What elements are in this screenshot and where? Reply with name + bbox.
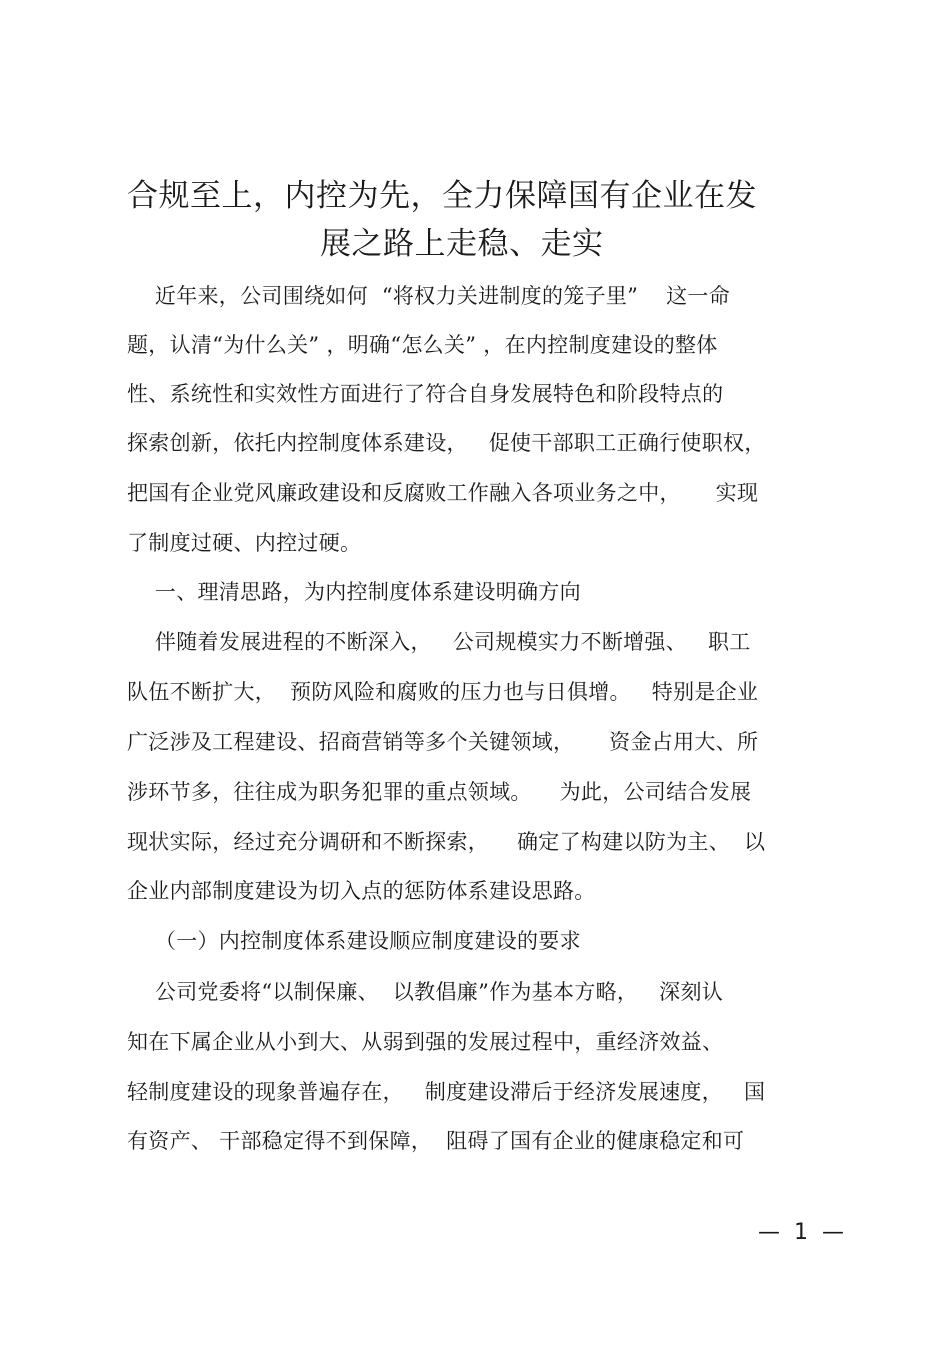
body-line: 轻制度建设的现象普遍存在， 制度建设滞后于经济发展速度， 国 [127, 1080, 766, 1104]
section-heading: 一、理清思路，为内控制度体系建设明确方向 [127, 580, 581, 604]
body-line: 题，认清“为什么关” ，明确“怎么关” ，在内控制度建设的整体 [127, 333, 718, 357]
body-line: 有资产、 干部稳定得不到保障， 阻碍了国有企业的健康稳定和可 [127, 1129, 745, 1153]
document-title [127, 172, 847, 268]
body-line: 队伍不断扩大， 预防风险和腐败的压力也与日俱增。 特别是企业 [127, 680, 759, 704]
body-line: 伴随着发展进程的不断深入， 公司规模实力不断增强、 职工 [127, 630, 751, 654]
body-line: 把国有企业党风廉政建设和反腐败工作融入各项业务之中， 实现 [127, 481, 759, 505]
body-line: 公司党委将“以制保廉、 以教倡廉”作为基本方略， 深刻认 [127, 980, 724, 1004]
body-line: 近年来，公司围绕如何 “将权力关进制度的笼子里” 这一命 [127, 284, 731, 308]
body-line: 探索创新，依托内控制度体系建设， 促使干部职工正确行使职权， [127, 431, 766, 455]
body-line: 企业内部制度建设为切入点的惩防体系建设思路。 [127, 879, 596, 903]
subsection-heading: （一）内控制度体系建设顺应制度建设的要求 [127, 929, 581, 953]
body-line: 现状实际，经过充分调研和不断探索， 确定了构建以防为主、 以 [127, 830, 766, 854]
page-number: — 1 — [758, 1220, 844, 1245]
body-line: 广泛涉及工程建设、招商营销等多个关键领域， 资金占用大、所 [127, 730, 759, 754]
title-line-2: 展之路上走稳、走实 [320, 226, 604, 262]
title-line-1: 合规至上，内控为先，全力保障国有企业在发 [127, 178, 757, 214]
body-line: 知在下属企业从小到大、从弱到强的发展过程中，重经济效益、 [127, 1030, 724, 1054]
body-line: 性、系统性和实效性方面进行了符合自身发展特色和阶段特点的 [127, 382, 724, 406]
body-line: 涉环节多，往往成为职务犯罪的重点领域。 为此，公司结合发展 [127, 780, 752, 804]
body-line: 了制度过硬、内控过硬。 [127, 531, 362, 555]
